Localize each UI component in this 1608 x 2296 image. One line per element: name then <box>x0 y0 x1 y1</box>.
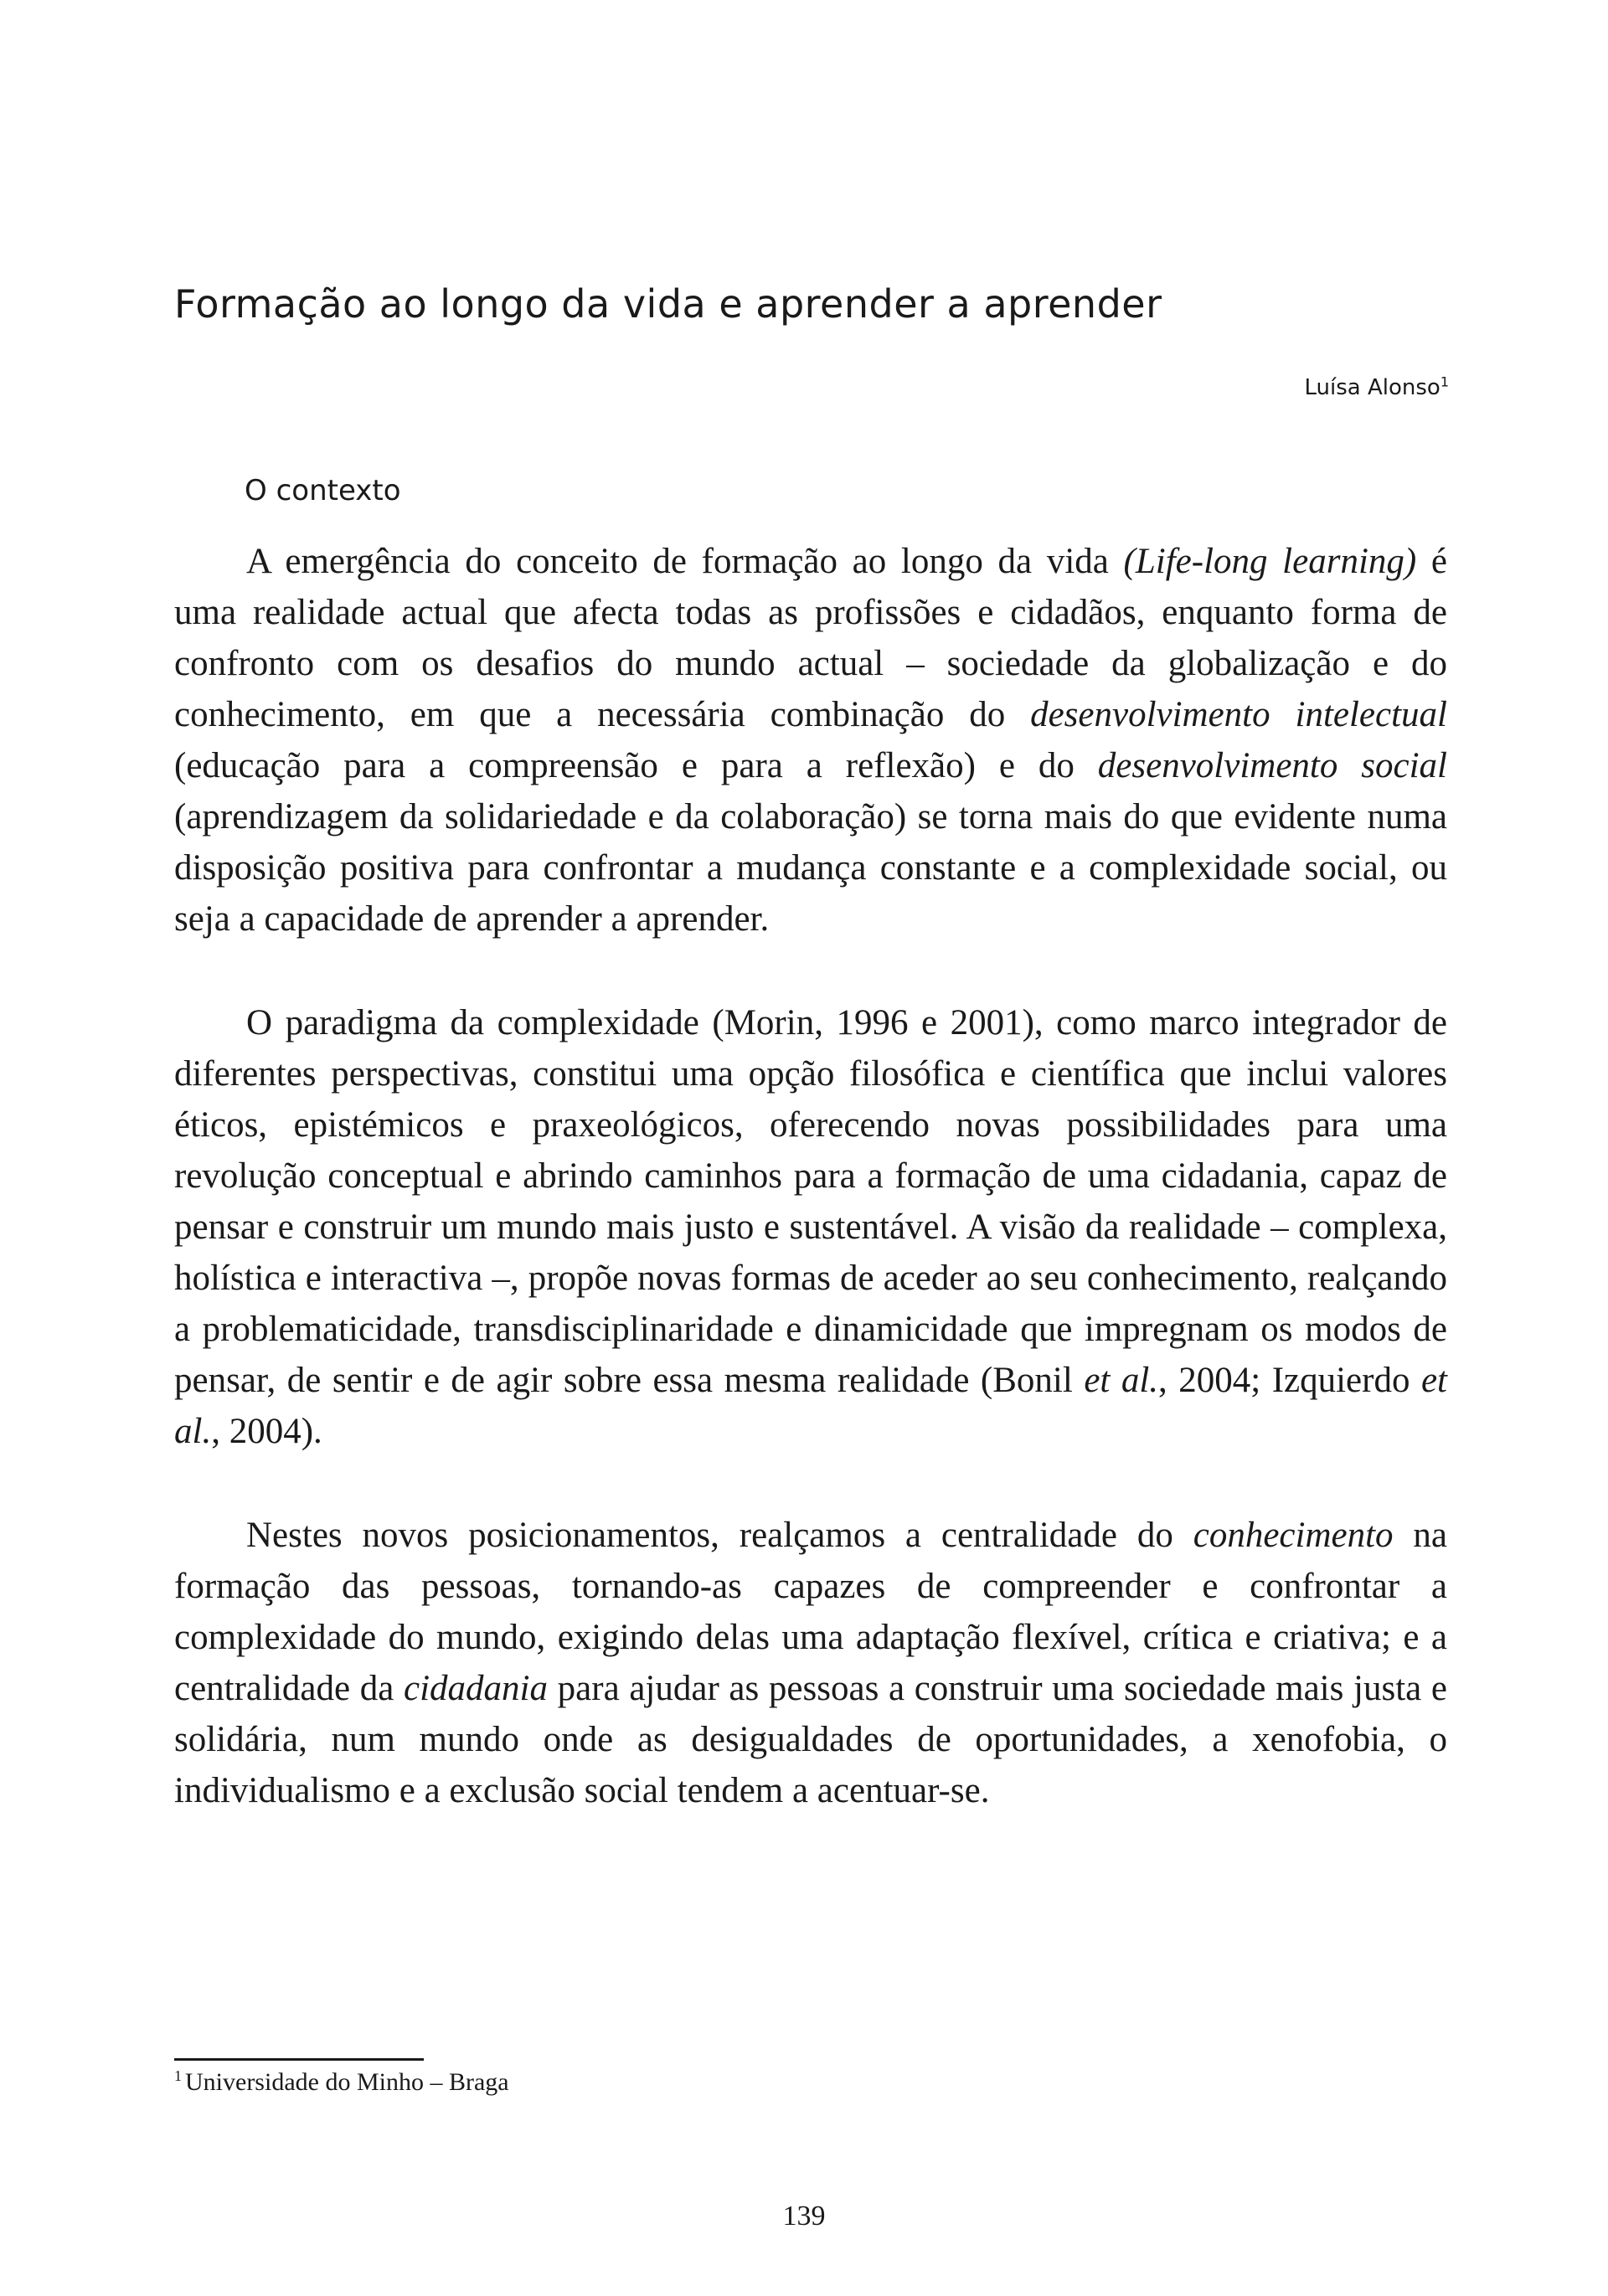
page-title: Formação ao longo da vida e aprender a aprender <box>174 281 1162 327</box>
italic-text-run: et al. <box>1084 1361 1159 1400</box>
text-run: (educação para a compreensão e para a reflexão) e do <box>174 746 1098 785</box>
footnote-marker: 1 <box>174 2067 182 2084</box>
text-run: para ajudar as pessoas a construir uma sociedade mais justa e solidária, num mundo onde as desigualdades de oportunidades, a xenofobia, o individualismo e a exclusão social tendem a acentuar-se. <box>174 1669 1447 1810</box>
italic-text-run: cidadania <box>404 1669 548 1708</box>
italic-text-run: desenvolvimento intelectual <box>1030 695 1447 734</box>
text-run: na formação das pessoas, tornando-as capazes de compreender e confrontar a complexidade do mundo, exigindo delas uma adaptação flexível, crítica e criativa; e a centralidade da <box>174 1516 1447 1708</box>
text-run: A emergência do conceito de formação ao longo da vida <box>246 542 1124 581</box>
paragraph <box>174 536 1447 945</box>
section-heading: O contexto <box>245 474 401 507</box>
footnote-text: Universidade do Minho – Braga <box>185 2068 509 2096</box>
text-run: é uma realidade actual que afecta todas as profissões e cidadãos, enquanto forma de confronto com os desafios do mundo actual – sociedade da globalização e do conhecimento, em que a necessária combinação do <box>174 542 1447 734</box>
footnote <box>174 2068 509 2097</box>
italic-text-run: desenvolvimento social <box>1097 746 1447 785</box>
author-footnote-ref: 1 <box>1440 373 1449 390</box>
footnote-divider <box>174 2058 424 2061</box>
paragraph <box>174 1510 1447 1816</box>
page-number: 139 <box>782 2201 826 2232</box>
text-run: O paradigma da complexidade (Morin, 1996 e 2001), como marco integrador de diferentes perspectivas, constitui uma opção filosófica e científica que inclui valores éticos, epistémicos e praxeológicos, oferecendo novas possibilidades para uma revolução conceptual e abrindo caminhos para a formação de uma cidadania, capaz de pensar e construir um mundo mais justo e sustentável. A visão da realidade – complexa, holística e interactiva –, propõe novas formas de aceder ao seu conhecimento, realçando a problematicidade, transdisciplinaridade e dinamicidade que impregnam os modos de pensar, de sentir e de agir sobre essa mesma realidade (Bonil <box>174 1003 1447 1400</box>
italic-text-run: et al. <box>174 1361 1448 1451</box>
text-run: , 2004; Izquierdo <box>1158 1361 1421 1400</box>
paragraph <box>174 997 1447 1457</box>
text-run: Nestes novos posicionamentos, realçamos a centralidade do <box>246 1516 1193 1555</box>
body-text <box>174 536 1447 1816</box>
text-run: (aprendizagem da solidariedade e da colaboração) se torna mais do que evidente numa disposição positiva para confrontar a mudança constante e a complexidade social, ou seja a capacidade de aprender a aprender. <box>174 797 1447 939</box>
author-name: Luísa Alonso <box>1304 375 1440 400</box>
italic-text-run: (Life-long learning) <box>1123 542 1417 581</box>
text-run: , 2004). <box>211 1412 322 1451</box>
italic-text-run: conhecimento <box>1193 1516 1394 1555</box>
author-byline <box>1304 375 1449 400</box>
